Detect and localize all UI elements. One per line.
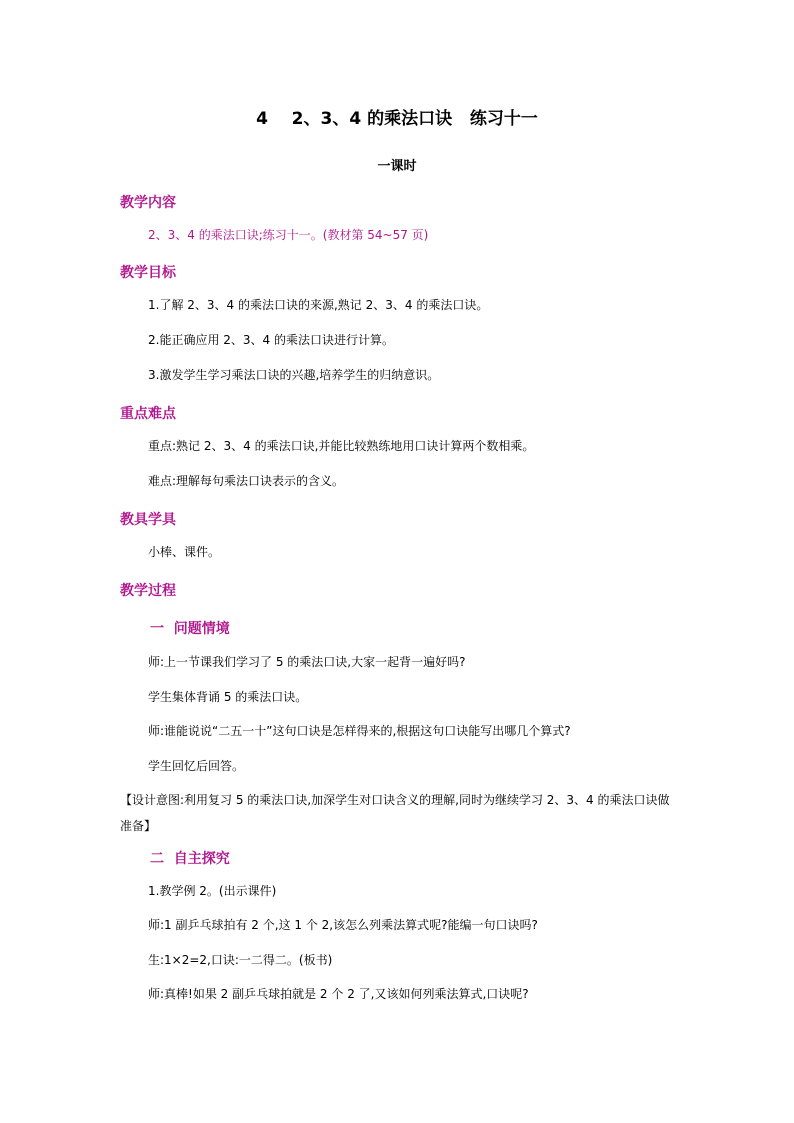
heading-teaching-tools: 教具学具: [120, 512, 176, 528]
heading-key-points: 重点难点: [120, 406, 176, 422]
key-point-item-1: 重点:熟记 2、3、4 的乘法口诀,并能比较熟练地用口诀计算两个数相乘。: [148, 439, 535, 453]
process-line-3: 师:谁能说说“二五一十”这句口诀是怎样得来的,根据这句口诀能写出哪几个算式?: [148, 724, 571, 738]
process-line-2: 学生集体背诵 5 的乘法口诀。: [148, 690, 308, 704]
heading-teaching-process: 教学过程: [120, 583, 176, 599]
goal-item-1: 1.了解 2、3、4 的乘法口诀的来源,熟记 2、3、4 的乘法口诀。: [148, 298, 489, 312]
key-point-item-2: 难点:理解每句乘法口诀表示的含义。: [148, 474, 345, 488]
page-title: 4 2、3、4 的乘法口诀 练习十一: [256, 109, 538, 129]
process-line-4: 学生回忆后回答。: [148, 759, 245, 773]
heading-teaching-goals: 教学目标: [120, 265, 176, 281]
subheading-problem-situation: 一 问题情境: [150, 621, 230, 637]
goal-item-2: 2.能正确应用 2、3、4 的乘法口诀进行计算。: [148, 333, 394, 347]
teaching-content-text: 2、3、4 的乘法口诀;练习十一。(教材第 54~57 页): [148, 228, 429, 242]
exploration-line-4: 师:真棒!如果 2 副乒乓球拍就是 2 个 2 了,又该如何列乘法算式,口诀呢?: [148, 987, 529, 1001]
design-intent-note: 【设计意图:利用复习 5 的乘法口诀,加深学生对口诀含义的理解,同时为继续学习 2、3、4 的乘法口诀做准备】: [120, 793, 670, 833]
exploration-line-2: 师:1 副乒乓球拍有 2 个,这 1 个 2,该怎么列乘法算式呢?能编一句口诀吗?: [148, 918, 538, 932]
page-subtitle: 一课时: [377, 159, 417, 174]
goal-item-3: 3.激发学生学习乘法口诀的兴趣,培养学生的归纳意识。: [148, 368, 440, 382]
exploration-line-3: 生:1×2=2,口诀:一二得二。(板书): [148, 953, 333, 967]
subheading-self-exploration: 二 自主探究: [150, 851, 230, 867]
teaching-tools-text: 小棒、课件。: [148, 545, 221, 559]
exploration-line-1: 1.教学例 2。(出示课件): [148, 884, 277, 898]
process-line-1: 师:上一节课我们学习了 5 的乘法口诀,大家一起背一遍好吗?: [148, 655, 466, 669]
heading-teaching-content: 教学内容: [120, 195, 176, 211]
